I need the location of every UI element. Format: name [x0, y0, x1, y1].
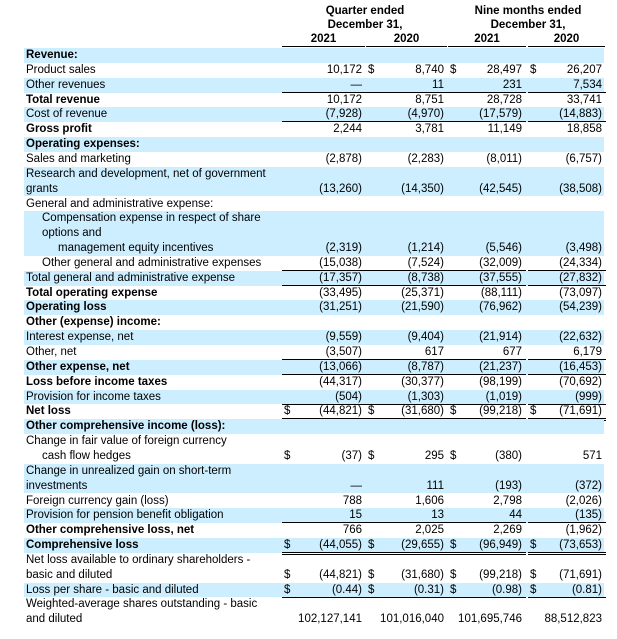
currency-symbol: $ [284, 449, 291, 462]
table-cell [528, 241, 606, 255]
row-label: Revenue: [26, 49, 78, 61]
cell-value: (7,524) [407, 256, 444, 269]
cell-value: (99,218) [479, 405, 522, 418]
table-cell [528, 508, 606, 523]
table-cell [366, 375, 448, 389]
table-cell [448, 256, 526, 271]
row-label: management equity incentives [58, 242, 214, 255]
table-cell [282, 93, 366, 107]
row-label: Other, net [26, 346, 77, 358]
table-cell [448, 375, 526, 389]
table-cell [528, 152, 606, 166]
table-cell [282, 568, 366, 582]
cell-value: (3,498) [565, 242, 602, 255]
table-cell [448, 612, 526, 626]
table-cell [366, 508, 448, 523]
row-label: Provision for income taxes [26, 390, 161, 403]
currency-symbol: $ [368, 63, 375, 76]
cell-value: 766 [342, 524, 362, 537]
column-header: December 31, [327, 19, 403, 31]
row-label: Cost of revenue [26, 108, 108, 121]
cell-value: (5,546) [485, 242, 522, 255]
cell-value: (1,214) [407, 242, 444, 255]
cell-value: (6,757) [565, 152, 602, 165]
table-cell [282, 271, 366, 286]
currency-symbol: $ [284, 583, 291, 596]
table-row [24, 315, 604, 330]
cell-value: 26,207 [566, 63, 602, 76]
table-cell [282, 449, 366, 463]
table-cell [528, 122, 606, 136]
cell-value: (98,199) [479, 375, 522, 388]
table-cell [448, 523, 526, 537]
table-cell [282, 494, 366, 508]
cell-value: (8,011) [486, 152, 522, 165]
cell-value: 617 [424, 346, 444, 358]
cell-value: 2,269 [493, 524, 522, 537]
table-cell [366, 494, 448, 508]
row-label: Sales and marketing [26, 152, 131, 165]
cell-value: 10,172 [326, 93, 362, 106]
row-label: Loss per share - basic and diluted [26, 583, 199, 596]
cell-value: 28,728 [486, 93, 522, 106]
table-cell [282, 330, 366, 344]
cell-value: (42,545) [479, 182, 522, 195]
cell-value: (0.31) [413, 583, 444, 596]
cell-value: 677 [502, 346, 522, 358]
table-cell [448, 479, 526, 493]
cell-value: (70,692) [559, 375, 602, 388]
currency-symbol: $ [450, 449, 457, 462]
table-cell [448, 241, 526, 255]
cell-value: (0.81) [571, 583, 602, 596]
cell-value: 44 [509, 509, 522, 522]
table-cell [448, 568, 526, 582]
currency-symbol: $ [450, 405, 457, 418]
cell-value: (33,495) [319, 286, 362, 299]
currency-symbol: $ [368, 449, 375, 462]
table-cell [282, 122, 366, 136]
table-cell [528, 63, 606, 77]
cell-value: 3,781 [415, 123, 444, 136]
cell-value: (2,319) [325, 242, 362, 255]
table-cell [282, 479, 366, 493]
table-cell [282, 152, 366, 166]
cell-value: (21,914) [479, 331, 522, 344]
cell-value: 2,244 [333, 123, 362, 136]
table-cell [448, 63, 526, 77]
cell-value: (4,970) [407, 108, 444, 121]
cell-value: (16,453) [559, 360, 602, 373]
currency-symbol: $ [368, 539, 375, 552]
year-header: 2020 [366, 33, 447, 47]
cell-value: (31,680) [401, 568, 444, 581]
table-cell [448, 286, 526, 300]
cell-value: 28,497 [486, 63, 522, 76]
table-cell [366, 360, 448, 375]
row-label: and diluted [26, 613, 83, 626]
cell-value: 231 [502, 78, 522, 91]
table-cell [366, 271, 448, 286]
row-label: Other revenues [26, 78, 106, 91]
table-row [24, 419, 604, 434]
cell-value: (3,507) [325, 346, 362, 358]
currency-symbol: $ [530, 568, 537, 581]
table-cell [282, 360, 366, 375]
cell-value: (71,691) [559, 568, 602, 581]
cell-value: (1,019) [485, 390, 522, 403]
table-cell [366, 568, 448, 582]
cell-value: (73,097) [559, 286, 602, 299]
table-cell [282, 612, 366, 626]
row-label: Other general and administrative expenses [42, 256, 262, 269]
column-header: Quarter ended [325, 5, 405, 17]
cell-value: 6,179 [573, 346, 602, 358]
table-cell [366, 256, 448, 271]
currency-symbol: $ [530, 583, 537, 596]
table-cell [366, 241, 448, 255]
cell-value: (7,928) [325, 108, 362, 121]
cell-value: (76,962) [479, 301, 522, 314]
table-cell [528, 583, 606, 598]
table-cell [448, 182, 526, 196]
currency-symbol: $ [450, 539, 457, 552]
row-label: Operating loss [26, 301, 107, 314]
cell-value: (38,508) [559, 182, 602, 195]
row-label: Interest expense, net [26, 331, 134, 344]
row-label: Other expense, net [26, 360, 130, 373]
cell-value: (25,371) [401, 286, 444, 299]
cell-value: (9,559) [325, 331, 362, 344]
table-cell [282, 523, 366, 537]
row-label: options and [42, 227, 102, 240]
cell-value: — [350, 479, 362, 492]
row-label: investments [26, 479, 88, 492]
currency-symbol: $ [450, 568, 457, 581]
cell-value: (73,653) [559, 539, 602, 552]
cell-value: (2,283) [407, 152, 444, 165]
cell-value: (8,738) [407, 271, 444, 284]
cell-value: 18,858 [566, 123, 602, 136]
table-cell [528, 345, 606, 360]
cell-value: (2,026) [565, 494, 602, 507]
row-label: Operating expenses: [26, 138, 140, 151]
table-cell [448, 508, 526, 523]
column-header: Nine months ended [474, 5, 582, 17]
cell-value: (380) [495, 449, 522, 462]
table-row [24, 197, 604, 212]
cell-value: (1,962) [565, 524, 602, 537]
row-label: Total operating expense [26, 286, 158, 299]
cell-value: (88,111) [480, 286, 522, 299]
table-cell [448, 330, 526, 344]
table-cell [528, 256, 606, 271]
row-label: Total revenue [26, 93, 100, 106]
cell-value: (21,590) [401, 301, 444, 314]
table-cell [528, 568, 606, 582]
row-label: Other comprehensive income (loss): [26, 420, 226, 433]
currency-symbol: $ [530, 63, 537, 76]
cell-value: (1,303) [407, 390, 444, 403]
cell-value: 8,751 [415, 93, 444, 106]
row-label: grants [26, 182, 58, 195]
table-cell [448, 300, 526, 314]
row-label: General and administrative expense: [26, 197, 214, 210]
row-label: cash flow hedges [42, 449, 131, 462]
row-label: Product sales [26, 63, 96, 76]
table-cell [528, 479, 606, 493]
cell-value: (37,555) [479, 271, 522, 284]
table-cell [282, 345, 366, 360]
row-label: basic and diluted [26, 568, 113, 581]
currency-symbol: $ [284, 568, 291, 581]
table-cell [528, 612, 606, 626]
cell-value: (44,821) [319, 568, 362, 581]
row-label: Net loss available to ordinary shareholders - [26, 553, 251, 566]
row-label: Provision for pension benefit obligation [26, 509, 224, 522]
table-cell [366, 78, 448, 93]
cell-value: 8,740 [415, 63, 444, 76]
table-cell [528, 375, 606, 389]
cell-value: (22,632) [559, 331, 602, 344]
table-cell [528, 271, 606, 286]
cell-value: (54,239) [559, 301, 602, 314]
cell-value: (14,350) [401, 182, 444, 195]
cell-value: (37) [341, 449, 362, 462]
table-cell [282, 583, 366, 598]
row-label: Change in fair value of foreign currency [26, 435, 227, 448]
row-label: Gross profit [26, 123, 92, 136]
table-cell [366, 583, 448, 598]
cell-value: 1,606 [415, 494, 444, 507]
cell-value: (15,038) [319, 256, 362, 269]
cell-value: 101,016,040 [380, 613, 444, 626]
cell-value: 101,695,746 [458, 613, 522, 626]
cell-value: (17,357) [319, 271, 362, 284]
cell-value: 10,172 [326, 63, 362, 76]
table-cell [282, 300, 366, 314]
cell-value: (29,655) [401, 539, 444, 552]
currency-symbol: $ [284, 405, 291, 418]
year-header: 2020 [528, 33, 605, 47]
cell-value: 11 [432, 78, 444, 91]
currency-symbol: $ [368, 583, 375, 596]
table-cell [448, 390, 526, 405]
row-label: Other comprehensive loss, net [26, 524, 195, 537]
table-cell [282, 375, 366, 389]
row-label: Loss before income taxes [26, 375, 168, 388]
cell-value: 11,149 [487, 123, 522, 136]
table-cell [448, 449, 526, 463]
currency-symbol: $ [450, 583, 457, 596]
table-cell [528, 93, 606, 107]
table-cell [282, 508, 366, 523]
table-cell [448, 122, 526, 136]
row-label: Comprehensive loss [26, 539, 139, 552]
row-label: Compensation expense in respect of share [42, 212, 261, 225]
table-cell [366, 300, 448, 314]
table-cell [366, 390, 448, 405]
table-cell [448, 78, 526, 93]
table-cell [282, 182, 366, 196]
row-label: Total general and administrative expense [26, 271, 236, 284]
cell-value: (13,260) [319, 182, 362, 195]
table-cell [366, 286, 448, 300]
table-cell [366, 152, 448, 166]
table-cell [366, 612, 448, 626]
cell-value: (24,334) [559, 256, 602, 269]
table-cell [528, 330, 606, 344]
table-cell [366, 345, 448, 360]
table-cell [448, 271, 526, 286]
cell-value: (96,949) [479, 539, 522, 552]
table-cell [282, 390, 366, 405]
cell-value: (44,055) [319, 539, 362, 552]
cell-value: (0.44) [331, 583, 362, 596]
cell-value: (71,691) [559, 405, 602, 418]
table-cell [528, 494, 606, 508]
table-cell [366, 63, 448, 77]
table-cell [528, 286, 606, 300]
table-cell [448, 494, 526, 508]
currency-symbol: $ [284, 539, 291, 552]
cell-value: (99,218) [479, 568, 522, 581]
table-cell [366, 107, 448, 122]
cell-value: 33,741 [566, 93, 602, 106]
table-cell [282, 256, 366, 271]
cell-value: — [350, 78, 362, 91]
table-cell [282, 63, 366, 77]
table-cell [366, 449, 448, 463]
table-cell [366, 330, 448, 344]
cell-value: (372) [575, 479, 602, 492]
table-cell [282, 286, 366, 300]
table-cell [448, 583, 526, 598]
table-cell [528, 300, 606, 314]
cell-value: (8,787) [407, 360, 444, 373]
row-label: Change in unrealized gain on short-term [26, 464, 232, 477]
table-cell [366, 479, 448, 493]
currency-symbol: $ [530, 539, 537, 552]
currency-symbol: $ [530, 405, 537, 418]
cell-value: 102,127,141 [298, 613, 362, 626]
cell-value: (31,680) [401, 405, 444, 418]
cell-value: (2,878) [325, 152, 362, 165]
cell-value: (9,404) [407, 331, 444, 344]
table-cell [528, 390, 606, 405]
cell-value: (32,009) [479, 256, 522, 269]
cell-value: 2,798 [493, 494, 522, 507]
table-cell [528, 523, 606, 537]
cell-value: (135) [575, 509, 602, 522]
table-cell [528, 449, 606, 463]
table-cell [448, 107, 526, 122]
table-cell [282, 78, 366, 93]
table-cell [282, 107, 366, 122]
table-cell [448, 345, 526, 360]
cell-value: (193) [495, 479, 522, 492]
cell-value: (44,821) [319, 405, 362, 418]
currency-symbol: $ [368, 405, 375, 418]
row-label: Foreign currency gain (loss) [26, 494, 169, 507]
cell-value: 88,512,823 [544, 613, 602, 626]
table-cell [282, 241, 366, 255]
row-label: Net loss [26, 405, 71, 418]
table-cell [366, 122, 448, 136]
year-header: 2021 [282, 33, 365, 47]
table-cell [528, 182, 606, 196]
cell-value: 788 [342, 494, 362, 507]
table-cell [528, 78, 606, 93]
cell-value: (27,832) [559, 271, 602, 284]
table-cell [448, 360, 526, 375]
table-cell [366, 523, 448, 537]
table-cell [448, 93, 526, 107]
cell-value: (999) [575, 390, 602, 403]
currency-symbol: $ [368, 568, 375, 581]
cell-value: (17,579) [479, 108, 522, 121]
year-header: 2021 [448, 33, 526, 47]
table-row [24, 137, 604, 152]
table-cell [448, 152, 526, 166]
currency-symbol: $ [450, 63, 457, 76]
cell-value: (14,883) [559, 108, 602, 121]
row-label: Research and development, net of government [26, 167, 266, 180]
cell-value: (31,251) [319, 301, 362, 314]
cell-value: (44,317) [319, 375, 362, 388]
cell-value: 7,534 [573, 78, 602, 91]
table-row [24, 48, 604, 63]
cell-value: 295 [424, 449, 444, 462]
cell-value: 111 [426, 479, 444, 492]
table-cell [528, 107, 606, 122]
cell-value: (13,066) [319, 360, 362, 373]
column-header: December 31, [490, 19, 566, 31]
cell-value: (0.98) [491, 583, 522, 596]
table-cell [366, 182, 448, 196]
table-cell [528, 360, 606, 375]
cell-value: (30,377) [401, 375, 444, 388]
cell-value: (21,237) [479, 360, 522, 373]
cell-value: (504) [335, 390, 362, 403]
row-label: Weighted-average shares outstanding - basic [26, 598, 258, 611]
cell-value: 13 [431, 509, 444, 522]
cell-value: 2,025 [415, 524, 444, 537]
table-cell [366, 93, 448, 107]
cell-value: 15 [349, 509, 362, 522]
cell-value: 571 [582, 449, 602, 462]
row-label: Other (expense) income: [26, 316, 161, 329]
